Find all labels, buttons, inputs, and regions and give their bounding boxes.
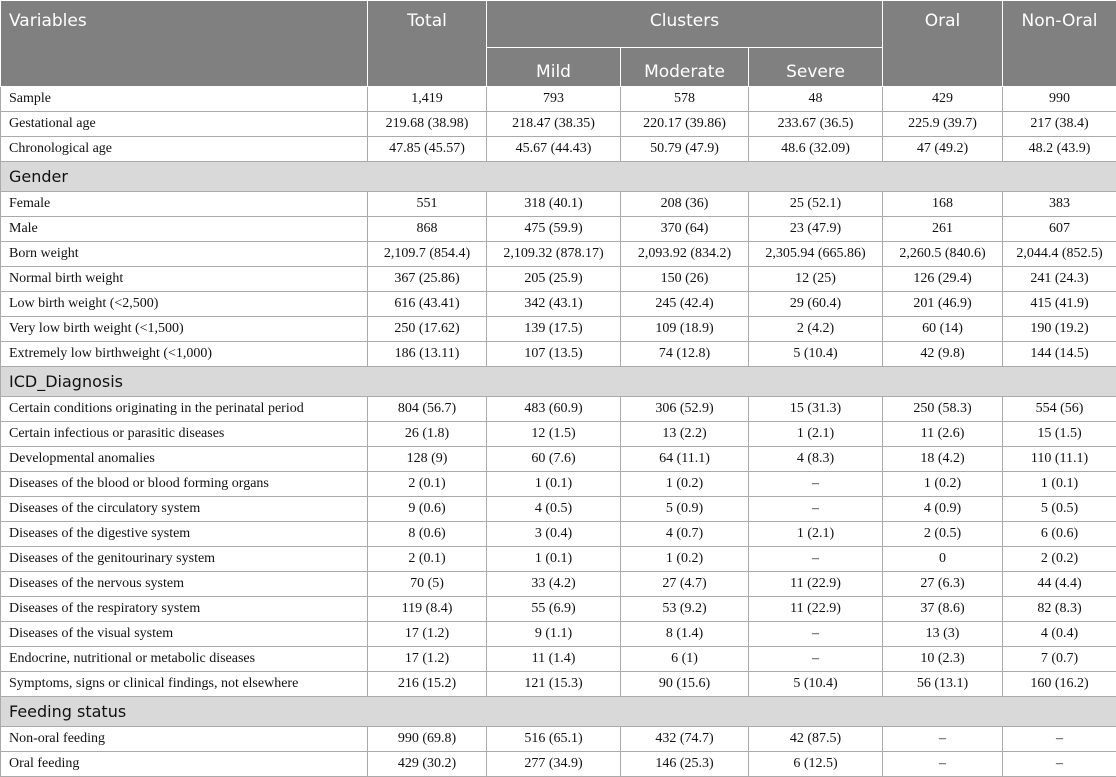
table-cell: 0 [883, 547, 1003, 572]
row-label: Normal birth weight [1, 267, 368, 292]
header-oral: Oral [883, 1, 1003, 87]
table-cell: 2,305.94 (665.86) [749, 242, 883, 267]
table-row [1, 342, 1116, 367]
table-cell: 8 (1.4) [621, 622, 749, 647]
table-cell: 793 [487, 87, 621, 112]
row-label: Diseases of the genitourinary system [1, 547, 368, 572]
table-cell: 55 (6.9) [487, 597, 621, 622]
table-cell: 33 (4.2) [487, 572, 621, 597]
table-cell: 60 (7.6) [487, 447, 621, 472]
table-row [1, 217, 1116, 242]
row-label: Diseases of the blood or blood forming organs [1, 472, 368, 497]
table-cell: 516 (65.1) [487, 727, 621, 752]
table-cell: 6 (0.6) [1003, 522, 1116, 547]
table-cell: 233.67 (36.5) [749, 112, 883, 137]
table-cell: 109 (18.9) [621, 317, 749, 342]
table-cell: 168 [883, 192, 1003, 217]
header-clusters: Clusters [487, 1, 883, 48]
table-row [1, 242, 1116, 267]
section-title: ICD_Diagnosis [1, 367, 1116, 397]
table-cell: 201 (46.9) [883, 292, 1003, 317]
section-header-row [1, 162, 1116, 192]
table-cell: 190 (19.2) [1003, 317, 1116, 342]
table-cell: 1,419 [368, 87, 487, 112]
table-cell: 2 (0.2) [1003, 547, 1116, 572]
table-cell: 48 [749, 87, 883, 112]
table-cell: 186 (13.11) [368, 342, 487, 367]
row-label: Diseases of the digestive system [1, 522, 368, 547]
table-cell: 429 [883, 87, 1003, 112]
section-title: Feeding status [1, 697, 1116, 727]
table-cell: 1 (0.1) [487, 472, 621, 497]
table-cell: 1 (2.1) [749, 522, 883, 547]
section-title: Gender [1, 162, 1116, 192]
table-cell: 5 (0.5) [1003, 497, 1116, 522]
table-cell: 4 (8.3) [749, 447, 883, 472]
row-label: Low birth weight (<2,500) [1, 292, 368, 317]
table-cell: – [883, 727, 1003, 752]
table-cell: 475 (59.9) [487, 217, 621, 242]
table-cell: 9 (1.1) [487, 622, 621, 647]
table-cell: 2 (0.5) [883, 522, 1003, 547]
table-cell: 7 (0.7) [1003, 647, 1116, 672]
table-row [1, 497, 1116, 522]
table-row [1, 522, 1116, 547]
table-row [1, 547, 1116, 572]
table-cell: 139 (17.5) [487, 317, 621, 342]
table-cell: 1 (0.1) [487, 547, 621, 572]
table-cell: 483 (60.9) [487, 397, 621, 422]
table-cell: 1 (0.2) [883, 472, 1003, 497]
table-cell: 50.79 (47.9) [621, 137, 749, 162]
table-row [1, 192, 1116, 217]
table-row [1, 622, 1116, 647]
table-cell: 18 (4.2) [883, 447, 1003, 472]
table-cell: 370 (64) [621, 217, 749, 242]
header-moderate: Moderate [621, 48, 749, 87]
table-cell: 218.47 (38.35) [487, 112, 621, 137]
table-cell: 146 (25.3) [621, 752, 749, 777]
header-non-oral: Non-Oral [1003, 1, 1116, 87]
row-label: Extremely low birthweight (<1,000) [1, 342, 368, 367]
table-cell: 6 (1) [621, 647, 749, 672]
row-label: Certain infectious or parasitic diseases [1, 422, 368, 447]
table-cell: 245 (42.4) [621, 292, 749, 317]
table-cell: – [883, 752, 1003, 777]
table-cell: 23 (47.9) [749, 217, 883, 242]
table-row [1, 292, 1116, 317]
table-cell: 160 (16.2) [1003, 672, 1116, 697]
table-cell: 15 (31.3) [749, 397, 883, 422]
table-cell: – [749, 622, 883, 647]
table-row [1, 597, 1116, 622]
table-cell: 6 (12.5) [749, 752, 883, 777]
table-cell: 5 (0.9) [621, 497, 749, 522]
table-cell: 1 (0.1) [1003, 472, 1116, 497]
table-cell: 10 (2.3) [883, 647, 1003, 672]
section-header-row [1, 697, 1116, 727]
row-label: Male [1, 217, 368, 242]
table-cell: 48.2 (43.9) [1003, 137, 1116, 162]
table-row [1, 112, 1116, 137]
table-cell: – [1003, 727, 1116, 752]
table-cell: 47.85 (45.57) [368, 137, 487, 162]
table-cell: 29 (60.4) [749, 292, 883, 317]
table-cell: 2,044.4 (852.5) [1003, 242, 1116, 267]
table-cell: 261 [883, 217, 1003, 242]
table-cell: 2 (0.1) [368, 547, 487, 572]
table-cell: 220.17 (39.86) [621, 112, 749, 137]
table-cell: 144 (14.5) [1003, 342, 1116, 367]
table-cell: 107 (13.5) [487, 342, 621, 367]
table-cell: – [749, 472, 883, 497]
table-cell: 45.67 (44.43) [487, 137, 621, 162]
table-cell: 3 (0.4) [487, 522, 621, 547]
table-cell: 342 (43.1) [487, 292, 621, 317]
table-cell: 4 (0.4) [1003, 622, 1116, 647]
row-label: Diseases of the nervous system [1, 572, 368, 597]
table-row [1, 87, 1116, 112]
table-cell: 429 (30.2) [368, 752, 487, 777]
table-cell: 11 (22.9) [749, 572, 883, 597]
table-cell: 250 (17.62) [368, 317, 487, 342]
table-cell: 42 (9.8) [883, 342, 1003, 367]
table-row [1, 397, 1116, 422]
table-cell: 82 (8.3) [1003, 597, 1116, 622]
table-cell: 607 [1003, 217, 1116, 242]
table-cell: 74 (12.8) [621, 342, 749, 367]
table-cell: 554 (56) [1003, 397, 1116, 422]
table-cell: 15 (1.5) [1003, 422, 1116, 447]
table-cell: – [749, 547, 883, 572]
table-cell: 306 (52.9) [621, 397, 749, 422]
table-cell: 27 (6.3) [883, 572, 1003, 597]
row-label: Sample [1, 87, 368, 112]
table-cell: 4 (0.5) [487, 497, 621, 522]
row-label: Developmental anomalies [1, 447, 368, 472]
table-header [1, 1, 1116, 87]
table-cell: 578 [621, 87, 749, 112]
header-variables: Variables [1, 1, 368, 87]
section-header-row [1, 367, 1116, 397]
table-cell: 26 (1.8) [368, 422, 487, 447]
table-cell: 225.9 (39.7) [883, 112, 1003, 137]
table-cell: 990 (69.8) [368, 727, 487, 752]
table-row [1, 727, 1116, 752]
table-cell: 990 [1003, 87, 1116, 112]
table-cell: 4 (0.9) [883, 497, 1003, 522]
table-cell: 5 (10.4) [749, 672, 883, 697]
table-cell: 208 (36) [621, 192, 749, 217]
row-label: Non-oral feeding [1, 727, 368, 752]
table-cell: 13 (3) [883, 622, 1003, 647]
table-row [1, 572, 1116, 597]
table-cell: 367 (25.86) [368, 267, 487, 292]
table-cell: 11 (2.6) [883, 422, 1003, 447]
table-cell: 121 (15.3) [487, 672, 621, 697]
table-cell: 128 (9) [368, 447, 487, 472]
table-cell: 2,093.92 (834.2) [621, 242, 749, 267]
table-row [1, 422, 1116, 447]
table-cell: 2 (0.1) [368, 472, 487, 497]
row-label: Symptoms, signs or clinical findings, not elsewhere [1, 672, 368, 697]
table-row [1, 472, 1116, 497]
table-cell: 219.68 (38.98) [368, 112, 487, 137]
table-cell: 110 (11.1) [1003, 447, 1116, 472]
table-cell: 2,260.5 (840.6) [883, 242, 1003, 267]
table-cell: 277 (34.9) [487, 752, 621, 777]
table-cell: 415 (41.9) [1003, 292, 1116, 317]
row-label: Chronological age [1, 137, 368, 162]
table-cell: 1 (2.1) [749, 422, 883, 447]
table-cell: 60 (14) [883, 317, 1003, 342]
table-cell: – [1003, 752, 1116, 777]
table-cell: – [749, 497, 883, 522]
header-mild: Mild [487, 48, 621, 87]
table-cell: 44 (4.4) [1003, 572, 1116, 597]
table-cell: 318 (40.1) [487, 192, 621, 217]
table-cell: 2,109.32 (878.17) [487, 242, 621, 267]
table-cell: 616 (43.41) [368, 292, 487, 317]
row-label: Gestational age [1, 112, 368, 137]
table-row [1, 447, 1116, 472]
table-cell: 56 (13.1) [883, 672, 1003, 697]
row-label: Born weight [1, 242, 368, 267]
table-row [1, 752, 1116, 777]
table-row [1, 267, 1116, 292]
table-row [1, 137, 1116, 162]
row-label: Diseases of the circulatory system [1, 497, 368, 522]
table-row [1, 672, 1116, 697]
row-label: Oral feeding [1, 752, 368, 777]
table-cell: 216 (15.2) [368, 672, 487, 697]
table-cell: 37 (8.6) [883, 597, 1003, 622]
table-cell: 804 (56.7) [368, 397, 487, 422]
table-cell: 13 (2.2) [621, 422, 749, 447]
row-label: Endocrine, nutritional or metabolic diseases [1, 647, 368, 672]
table-cell: 42 (87.5) [749, 727, 883, 752]
table-cell: 17 (1.2) [368, 647, 487, 672]
table-cell: 383 [1003, 192, 1116, 217]
table-row [1, 317, 1116, 342]
table-cell: 53 (9.2) [621, 597, 749, 622]
table-cell: 17 (1.2) [368, 622, 487, 647]
table-cell: 12 (1.5) [487, 422, 621, 447]
table-cell: 2,109.7 (854.4) [368, 242, 487, 267]
table-cell: 64 (11.1) [621, 447, 749, 472]
table-cell: 205 (25.9) [487, 267, 621, 292]
table-cell: 9 (0.6) [368, 497, 487, 522]
header-severe: Severe [749, 48, 883, 87]
table-cell: 12 (25) [749, 267, 883, 292]
table-cell: 11 (1.4) [487, 647, 621, 672]
table-cell: 1 (0.2) [621, 547, 749, 572]
table-cell: 551 [368, 192, 487, 217]
row-label: Certain conditions originating in the perinatal period [1, 397, 368, 422]
table-cell: – [749, 647, 883, 672]
table-cell: 126 (29.4) [883, 267, 1003, 292]
table-cell: 4 (0.7) [621, 522, 749, 547]
table-cell: 8 (0.6) [368, 522, 487, 547]
table-cell: 5 (10.4) [749, 342, 883, 367]
header-total: Total [368, 1, 487, 87]
table-body [1, 87, 1116, 777]
row-label: Female [1, 192, 368, 217]
table-cell: 2 (4.2) [749, 317, 883, 342]
table-cell: 217 (38.4) [1003, 112, 1116, 137]
table-cell: 47 (49.2) [883, 137, 1003, 162]
table-cell: 25 (52.1) [749, 192, 883, 217]
table-cell: 241 (24.3) [1003, 267, 1116, 292]
table-cell: 27 (4.7) [621, 572, 749, 597]
table-cell: 1 (0.2) [621, 472, 749, 497]
table-cell: 48.6 (32.09) [749, 137, 883, 162]
row-label: Diseases of the visual system [1, 622, 368, 647]
table-row [1, 647, 1116, 672]
table-cell: 250 (58.3) [883, 397, 1003, 422]
row-label: Diseases of the respiratory system [1, 597, 368, 622]
table-cell: 119 (8.4) [368, 597, 487, 622]
row-label: Very low birth weight (<1,500) [1, 317, 368, 342]
table-cell: 70 (5) [368, 572, 487, 597]
table-cell: 90 (15.6) [621, 672, 749, 697]
table-cell: 150 (26) [621, 267, 749, 292]
table-cell: 868 [368, 217, 487, 242]
table-cell: 11 (22.9) [749, 597, 883, 622]
table-cell: 432 (74.7) [621, 727, 749, 752]
